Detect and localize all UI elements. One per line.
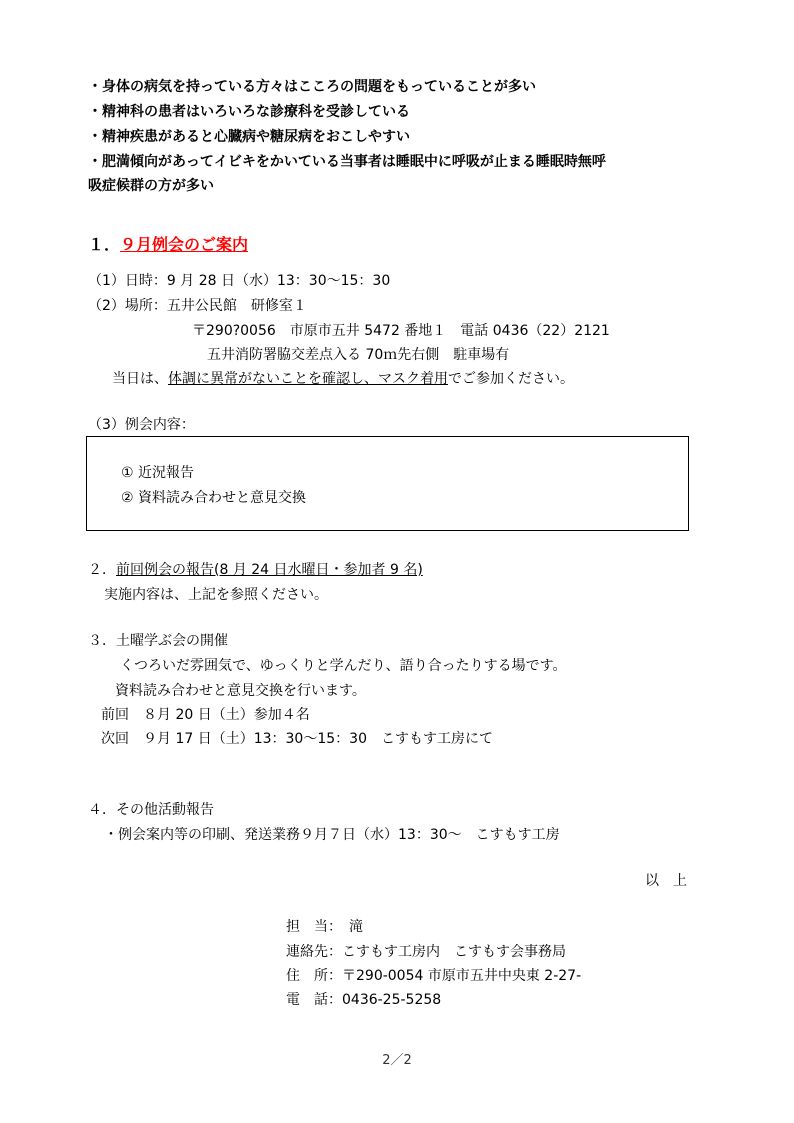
contact-org: 連絡先：こすもす工房内 こすもす会事務局 [286, 944, 566, 960]
intro-line-4b: 吸症候群の方が多い [88, 178, 214, 194]
section-3-body-2: 資料読み合わせと意見交換を行います。 [115, 683, 366, 699]
section-3-previous: 前回 ８月 20 日（土）参加４名 [101, 707, 310, 723]
contact-phone: 電 話：0436-25-5258 [286, 992, 442, 1008]
content-box [86, 436, 689, 531]
notice-underlined: 体調に異常がないことを確認し、マスク着用 [168, 371, 448, 387]
contact-person: 担 当： 滝 [286, 919, 363, 935]
section-2-title: 前回例会の報告 [116, 562, 214, 578]
content-item-1: ① 近況報告 [121, 465, 195, 481]
section-2-number: ２． [88, 562, 116, 578]
content-item-2: ② 資料読み合わせと意見交換 [121, 490, 307, 506]
section-4-body: ・例会案内等の印刷、発送業務９月７日（水）13：30〜 こすもす工房 [104, 827, 560, 843]
contact-address: 住 所：〒290-0054 市原市五井中央東 2-27- [286, 968, 582, 984]
section-3-title: ３．土曜学ぶ会の開催 [88, 633, 228, 649]
intro-line-3: ・精神疾患があると心臓病や糖尿病をおこしやすい [88, 129, 410, 145]
section-2-heading [88, 561, 423, 579]
closing-text: 以 上 [645, 873, 687, 889]
section-1-heading [88, 236, 248, 254]
meeting-place: （2）場所：五井公民館 研修室１ [88, 298, 307, 314]
notice-pre: 当日は、 [112, 371, 168, 387]
intro-line-4a: ・肥満傾向があってイビキをかいている当事者は睡眠中に呼吸が止まる睡眠時無呼 [88, 154, 606, 170]
page-number: 2／2 [382, 1053, 412, 1068]
section-1-title: ９月例会のご案内 [120, 235, 249, 254]
section-1-number: １． [88, 235, 121, 254]
intro-line-2: ・精神科の患者はいろいろな診療科を受診している [88, 104, 410, 120]
section-4-title: ４．その他活動報告 [88, 802, 214, 818]
meeting-date: （1）日時：9 月 28 日（水）13：30〜15：30 [88, 273, 391, 289]
notice-post: でご参加ください。 [448, 371, 574, 387]
intro-line-1: ・身体の病気を持っている方々はこころの問題をもっていることが多い [88, 79, 536, 95]
meeting-directions: 五井消防署脇交差点入る 70ｍ先右側 駐車場有 [207, 347, 510, 363]
section-2-detail: (8 月 24 日水曜日・参加者 9 名) [214, 562, 423, 578]
section-2-body: 実施内容は、上記を参照ください。 [104, 587, 328, 603]
section-3-body-1: くつろいだ雰囲気で、ゆっくりと学んだり、語り合ったりする場です。 [120, 658, 567, 674]
meeting-address: 〒290?0056 市原市五井 5472 番地１ 電話 0436（22）2121 [192, 323, 610, 339]
meeting-notice [112, 370, 574, 388]
section-3-next: 次回 ９月 17 日（土）13：30〜15：30 こすもす工房にて [101, 731, 493, 747]
content-label: （3）例会内容： [88, 417, 195, 433]
